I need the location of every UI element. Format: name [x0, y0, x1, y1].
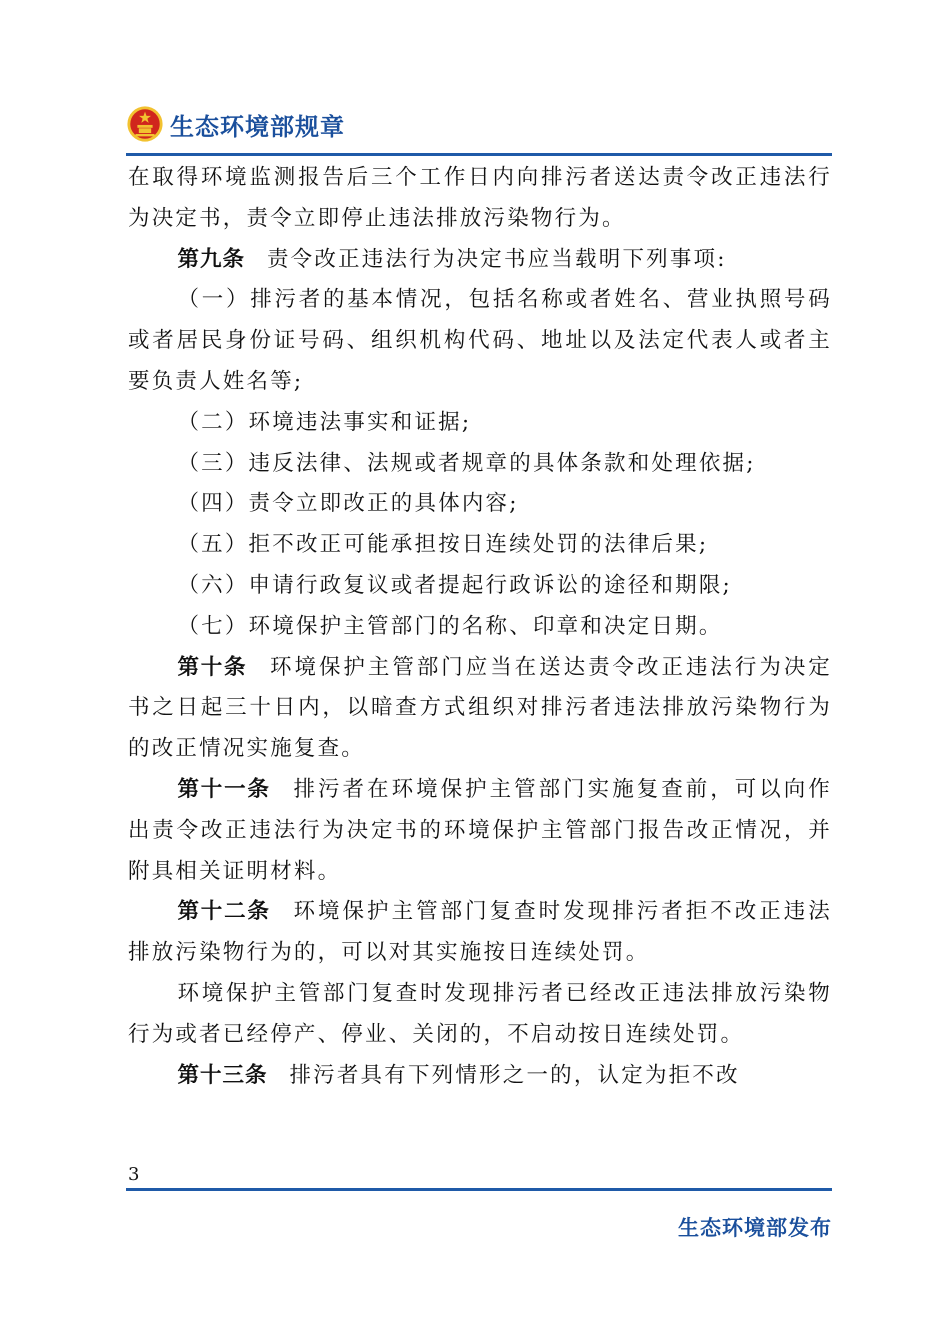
paragraph	[128, 770, 832, 892]
header-title: 生态环境部规章	[170, 112, 345, 141]
paragraph	[128, 444, 832, 485]
article-heading: 第十一条	[177, 776, 271, 802]
paragraph	[128, 648, 832, 770]
article-heading: 第十二条	[177, 899, 271, 925]
paragraph-text: 环境保护主管部门复查时发现排污者拒不改正违法排放污染物行为的，可以对其实施按日连续处罚。	[128, 899, 832, 966]
paragraph-text: 排污者具有下列情形之一的，认定为拒不改	[289, 1062, 740, 1088]
paragraph	[128, 974, 832, 1056]
page-number: 3	[128, 1164, 140, 1185]
header-divider	[126, 153, 832, 156]
paragraph-text: 环境保护主管部门应当在送达责令改正违法行为决定书之日起三十日内，以暗查方式组织对排污者违法排放污染物行为的改正情况实施复查。	[128, 654, 832, 762]
paragraph	[128, 566, 832, 607]
paragraph-text: 责令改正违法行为决定书应当载明下列事项:	[266, 246, 727, 272]
paragraph	[128, 1056, 832, 1097]
paragraph	[128, 607, 832, 648]
paragraph-text: （四）责令立即改正的具体内容;	[177, 491, 519, 517]
document-body	[128, 158, 832, 1096]
article-heading: 第十条	[177, 654, 248, 680]
paragraph-text: （五）拒不改正可能承担按日连续处罚的法律后果;	[177, 532, 709, 558]
paragraph-text: （一）排污者的基本情况，包括名称或者姓名、营业执照号码或者居民身份证号码、组织机构代码、地址以及法定代表人或者主要负责人姓名等;	[128, 287, 832, 394]
national-emblem-icon	[126, 105, 164, 143]
paragraph-text: （七）环境保护主管部门的名称、印章和决定日期。	[177, 613, 723, 639]
paragraph	[128, 240, 832, 281]
footer-title: 生态环境部发布	[678, 1216, 832, 1240]
page-header	[126, 98, 345, 150]
paragraph	[128, 525, 832, 566]
article-heading: 第九条	[177, 246, 245, 272]
paragraph-text: （二）环境违法事实和证据;	[177, 409, 472, 435]
paragraph	[128, 280, 832, 402]
footer-divider	[126, 1188, 832, 1191]
paragraph-text: 环境保护主管部门复查时发现排污者已经改正违法排放污染物行为或者已经停产、停业、关闭的，不启动按日连续处罚。	[128, 980, 832, 1047]
paragraph	[128, 892, 832, 974]
paragraph	[128, 484, 832, 525]
article-heading: 第十三条	[177, 1062, 268, 1088]
paragraph	[128, 158, 832, 240]
paragraph-text: 排污者在环境保护主管部门实施复查前，可以向作出责令改正违法行为决定书的环境保护主管部门报告改正情况，并附具相关证明材料。	[128, 776, 832, 884]
paragraph-text: （三）违反法律、法规或者规章的具体条款和处理依据;	[177, 450, 756, 476]
paragraph	[128, 403, 832, 444]
paragraph-text: 在取得环境监测报告后三个工作日内向排污者送达责令改正违法行为决定书，责令立即停止违法排放污染物行为。	[128, 165, 832, 231]
paragraph-text: （六）申请行政复议或者提起行政诉讼的途径和期限;	[177, 572, 732, 598]
